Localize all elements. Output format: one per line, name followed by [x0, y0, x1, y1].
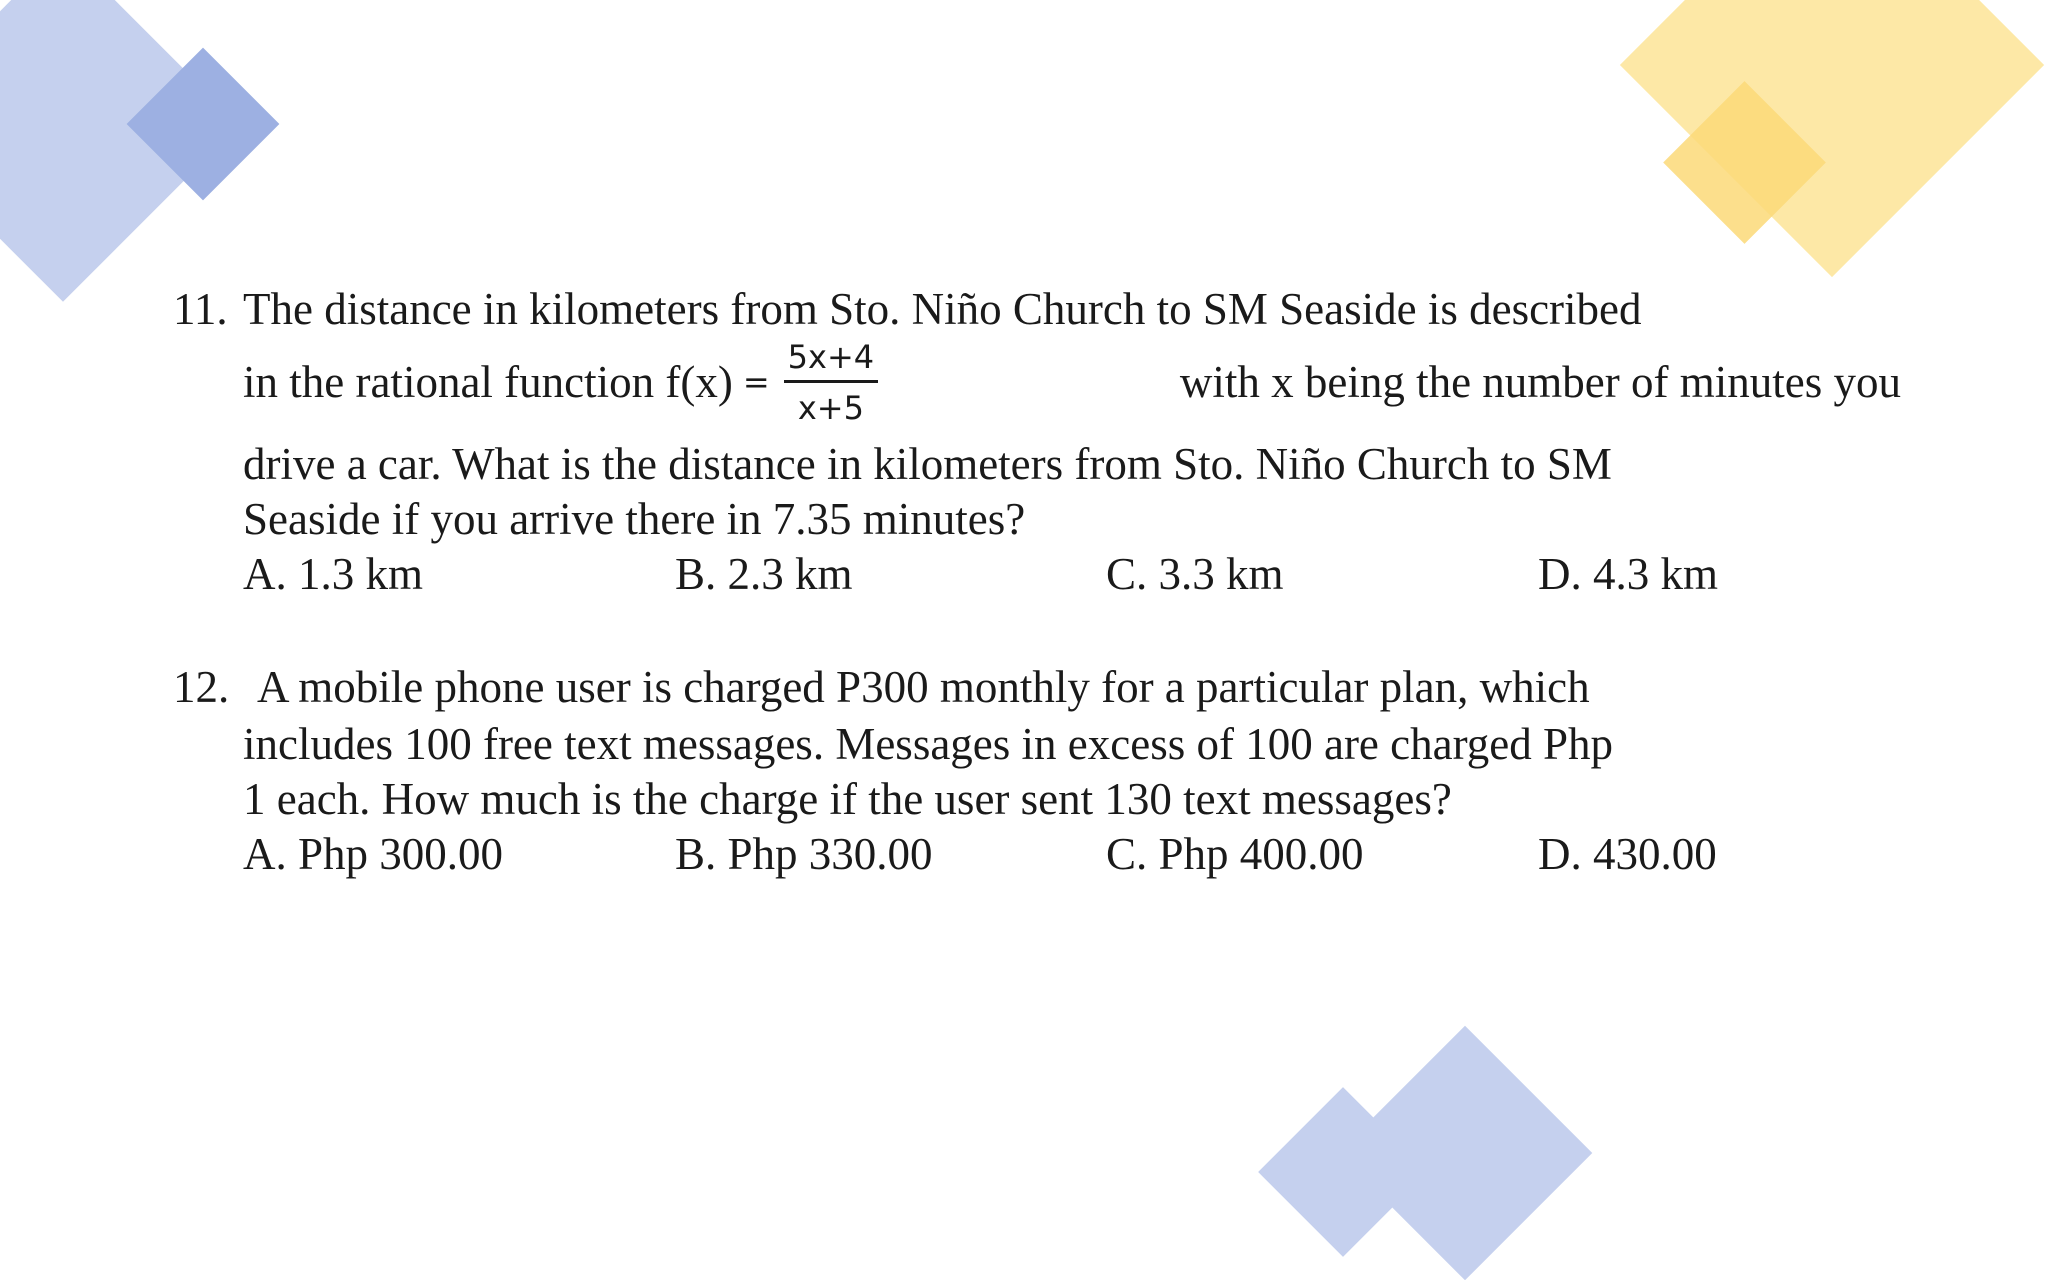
equals-sign: = [742, 362, 770, 401]
question-12 [173, 660, 1901, 890]
question-text: includes 100 free text messages. Messages in excess of 100 are charged Php [243, 719, 1614, 769]
question-line-with-formula [243, 337, 1901, 427]
choice-d[interactable]: D. 4.3 km [1538, 549, 1718, 599]
question-text: in the rational function f(x) [243, 356, 733, 407]
question-text: drive a car. What is the distance in kilometers from Sto. Niño Church to SM [243, 439, 1612, 489]
choice-a[interactable]: A. Php 300.00 [243, 829, 504, 879]
question-text: 1 each. How much is the charge if the user sent 130 text messages? [243, 774, 1452, 824]
question-line [243, 282, 1901, 337]
choice-c[interactable]: C. 3.3 km [1106, 549, 1284, 599]
choice-a[interactable]: A. 1.3 km [243, 549, 423, 599]
choice-d[interactable]: D. 430.00 [1538, 829, 1717, 879]
question-text: A mobile phone user is charged P300 monthly for a particular plan, which [257, 662, 1590, 712]
choice-b[interactable]: B. Php 330.00 [675, 829, 933, 879]
question-line [243, 437, 1901, 492]
question-line [243, 772, 1901, 827]
question-line [243, 717, 1901, 772]
choice-b[interactable]: B. 2.3 km [675, 549, 853, 599]
question-line [243, 492, 1901, 547]
answer-choices [243, 547, 1743, 602]
question-line [257, 660, 1901, 715]
rational-function-fraction [784, 338, 878, 427]
choice-c[interactable]: C. Php 400.00 [1106, 829, 1364, 879]
question-number: 12. [173, 662, 230, 712]
answer-choices [243, 827, 1743, 882]
fraction-numerator: 5x+4 [784, 338, 878, 383]
question-text: Seaside if you arrive there in 7.35 minutes? [243, 494, 1026, 544]
question-11 [173, 282, 1901, 602]
question-text: with x being the number of minutes you [1179, 356, 1901, 407]
decor-diamond-bottom-large [1338, 1026, 1593, 1280]
decor-diamond-top-right-large [1620, 0, 2044, 277]
fraction-denominator: x+5 [797, 388, 864, 427]
question-text: The distance in kilometers from Sto. Niño Church to SM Seaside is described [243, 284, 1642, 334]
question-number: 11. [173, 284, 228, 334]
